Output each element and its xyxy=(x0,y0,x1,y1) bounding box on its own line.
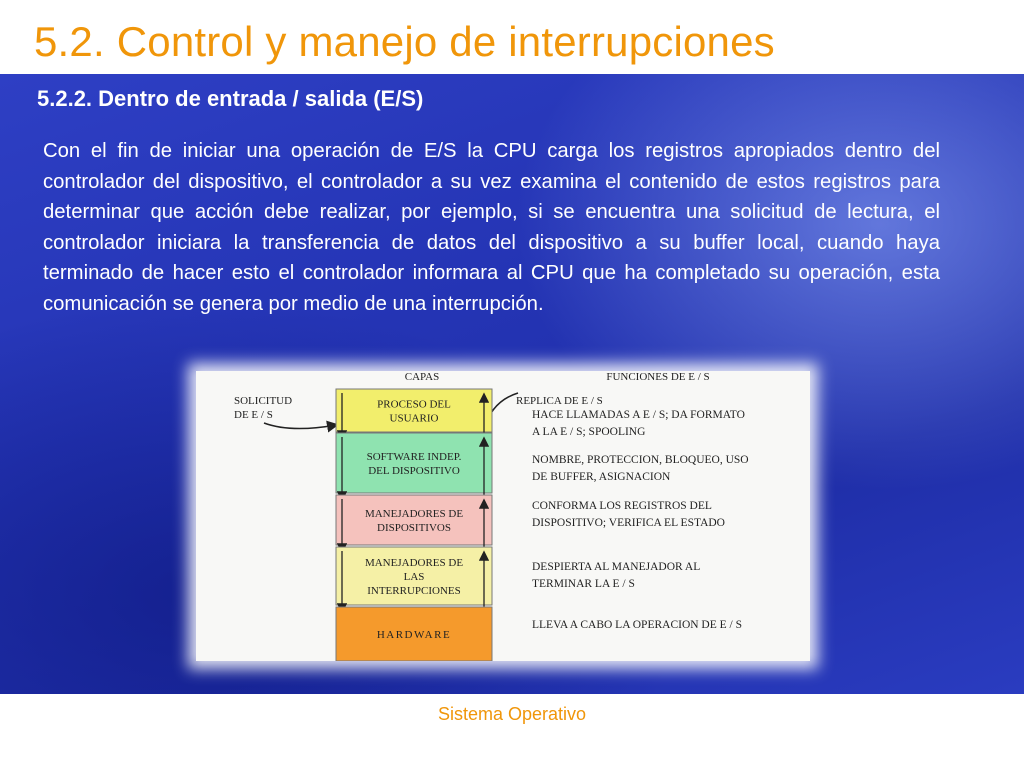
function-label: DISPOSITIVO; VERIFICA EL ESTADO xyxy=(532,517,725,529)
footer-text: Sistema Operativo xyxy=(437,704,587,724)
function-label: LLEVA A CABO LA OPERACION DE E / S xyxy=(532,619,743,631)
function-label: A LA E / S; SPOOLING xyxy=(532,426,646,438)
functions-header: FUNCIONES DE E / S xyxy=(606,371,710,383)
layer-label: MANEJADORES DE xyxy=(364,557,464,569)
io-layers-diagram xyxy=(196,371,810,661)
layer-label: HARDWARE xyxy=(376,629,452,641)
slide-subtitle: 5.2.2. Dentro de entrada / salida (E/S) xyxy=(37,86,424,111)
layers-header: CAPAS xyxy=(404,371,440,383)
function-label: DESPIERTA AL MANEJADOR AL xyxy=(532,561,701,573)
function-label: TERMINAR LA E / S xyxy=(532,578,635,590)
request-arrow xyxy=(264,423,336,429)
body-paragraph: Con el fin de iniciar una operación de E/S la CPU carga los registros apropiados dentro del controlador del dispositivo, el controlador a su vez examina el contenido de estos registros para determinar que acción debe realizar, por ejemplo, si se encuentra una solicitud de lectura, el controlador iniciara la transferencia de datos del dispositivo a su buffer local, cuando haya terminado de hacer esto el controlador informara al CPU que ha completado su operación, esta comunicación se genera por medio de una interrupción. xyxy=(43,140,940,315)
layer-label: DISPOSITIVOS xyxy=(377,522,451,534)
request-label-line1: SOLICITUD xyxy=(234,395,293,407)
layer-label: INTERRUPCIONES xyxy=(367,585,461,597)
content-panel xyxy=(0,74,1024,694)
function-label: CONFORMA LOS REGISTROS DEL xyxy=(532,500,712,512)
layer-label: USUARIO xyxy=(389,412,439,425)
layer-label: LAS xyxy=(403,571,425,583)
slide-title: 5.2. Control y manejo de interrupciones xyxy=(34,18,775,65)
function-label: NOMBRE, PROTECCION, BLOQUEO, USO xyxy=(532,454,749,466)
layer-box xyxy=(336,433,492,493)
layer-box xyxy=(336,389,492,432)
function-label: HACE LLAMADAS A E / S; DA FORMATO xyxy=(532,409,745,421)
layer-box xyxy=(336,495,492,545)
layer-label: MANEJADORES DE xyxy=(364,508,464,520)
layer-label: PROCESO DEL xyxy=(377,398,451,411)
reply-label: REPLICA DE E / S xyxy=(516,395,603,407)
layer-label: DEL DISPOSITIVO xyxy=(368,465,460,477)
request-label-line2: DE E / S xyxy=(234,409,273,421)
function-label: DE BUFFER, ASIGNACION xyxy=(532,471,671,483)
layer-label: SOFTWARE INDEP. xyxy=(366,451,462,463)
